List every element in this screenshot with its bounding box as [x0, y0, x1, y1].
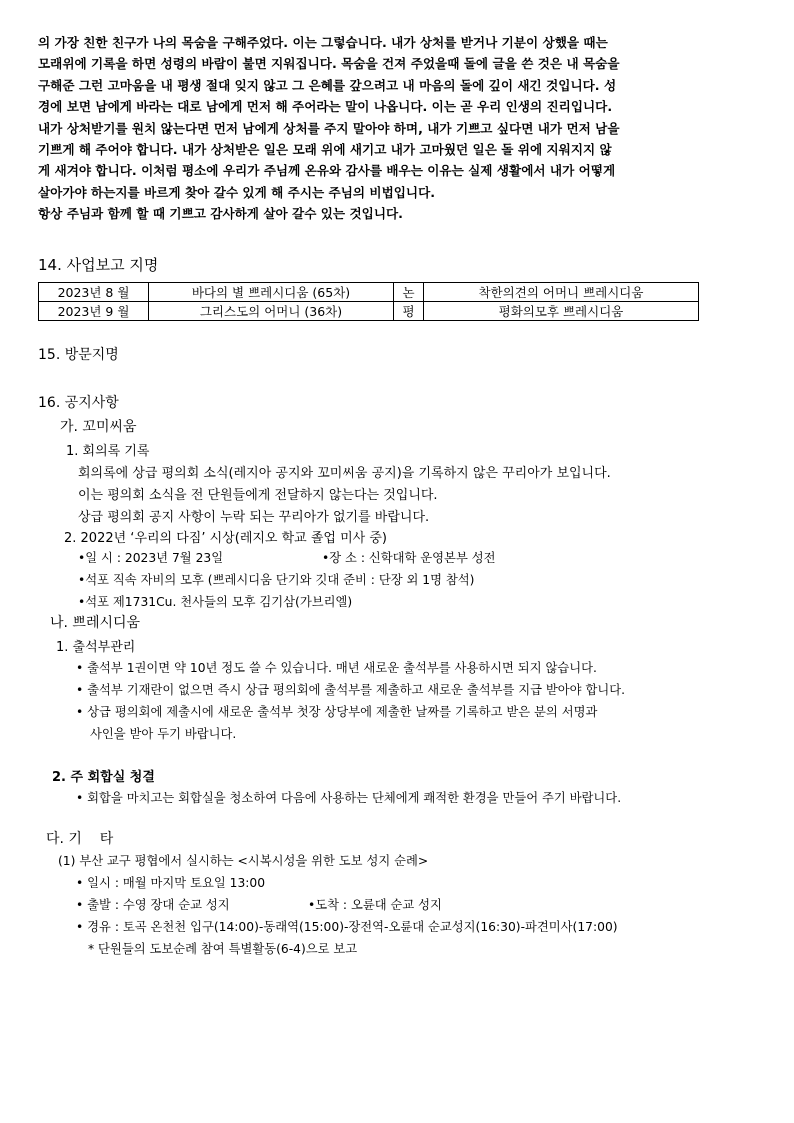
table-row: [39, 283, 699, 302]
report-target: 착한의견의 어머니 쁘레시디움: [424, 283, 699, 302]
intro-line: 내가 상처받기를 원치 않는다면 먼저 남에게 상처를 주지 말아야 하며, 내가 기쁘고 싶다면 내가 먼저 남을: [38, 120, 620, 136]
note-text: * 단원들의 도보순례 참여 특별활동(6-4)으로 보고: [88, 942, 358, 956]
bullet-item: • 출석부 1권이면 약 10년 정도 쓸 수 있습니다. 매년 새로운 출석부를 사용하시면 되지 않습니다.: [76, 661, 597, 675]
report-presidium: 바다의 별 쁘레시디움 (65차): [149, 283, 394, 302]
intro-line: 게 새겨야 합니다. 이처럼 평소에 우리가 주님께 온유와 감사를 배우는 이유는 실제 생활에서 내가 어떻게: [38, 163, 616, 179]
bullet-item: • 회합을 마치고는 회합실을 청소하여 다음에 사용하는 단체에게 쾌적한 환경을 만들어 주기 바랍니다.: [76, 791, 622, 805]
item-text: 이는 평의회 소식을 전 단원들에게 전달하지 않는다는 것입니다.: [78, 488, 438, 503]
intro-line: 모래위에 기록을 하면 성령의 바람이 불면 지워집니다. 목숨을 건져 주었을때 돌에 글을 쓴 것은 내 목숨을: [38, 56, 620, 72]
item-title: 2. 주 회합실 청결: [52, 770, 155, 785]
item-text: •석포 직속 자비의 모후 (쁘레시디움 단기와 깃대 준비 : 단장 외 1명 참석): [78, 573, 475, 587]
intro-line: 기쁘게 해 주어야 합니다. 내가 상처받은 일은 모래 위에 새기고 내가 고마웠던 일은 돌 위에 지워지지 않: [38, 142, 612, 158]
report-presidium: 그리스도의 어머니 (36차): [149, 302, 394, 321]
report-date: 2023년 8 월: [39, 283, 149, 302]
business-report-table: [38, 282, 699, 321]
section-14-title: 14. 사업보고 지명: [38, 256, 159, 274]
bullet-item: • 출발 : 수영 장대 순교 성지: [76, 898, 230, 912]
item-title: 1. 회의록 기록: [66, 444, 150, 459]
section-15-title: 15. 방문지명: [38, 347, 119, 363]
intro-line: 살아가야 하는지를 바르게 찾아 갈수 있게 해 주시는 주님의 비법입니다.: [38, 184, 436, 200]
intro-line: 의 가장 친한 친구가 나의 목숨을 구해주었다. 이는 그렇습니다. 내가 상처를 받거나 기분이 상했을 때는: [38, 35, 608, 50]
item-title: 2. 2022년 ‘우리의 다짐’ 시상(레지오 학교 졸업 미사 중): [64, 531, 387, 546]
item-title: 1. 출석부관리: [56, 640, 136, 655]
item-text: •장 소 : 신학대학 운영본부 성전: [322, 551, 496, 565]
subsection-ga-title: 가. 꼬미씨움: [60, 419, 137, 435]
report-target: 평화의모후 쁘레시디움: [424, 302, 699, 321]
merged-label: 논: [394, 283, 424, 302]
section-16-title: 16. 공지사항: [38, 395, 119, 411]
item-text: 회의록에 상급 평의회 소식(레지아 공지와 꼬미씨움 공지)을 기록하지 않은 꾸리아가 보입니다.: [78, 466, 611, 481]
bullet-item: •도착 : 오륜대 순교 성지: [308, 898, 442, 912]
intro-line: 항상 주님과 함께 할 때 기쁘고 감사하게 살아 갈수 있는 것입니다.: [38, 206, 403, 222]
subsection-na-title: 나. 쁘레시디움: [50, 615, 141, 631]
item-text: •일 시 : 2023년 7월 23일: [78, 551, 224, 565]
bullet-item: • 출석부 기재란이 없으면 즉시 상급 평의회에 출석부를 제출하고 새로운 출석부를 지급 받아야 합니다.: [76, 683, 626, 697]
bullet-item: • 상급 평의회에 제출시에 새로운 출석부 첫장 상당부에 제출한 날짜를 기록하고 받은 분의 서명과: [76, 705, 598, 719]
intro-paragraph: [38, 32, 706, 225]
table-row: [39, 302, 699, 321]
report-date: 2023년 9 월: [39, 302, 149, 321]
bullet-item: 사인을 받아 두기 바랍니다.: [90, 727, 237, 741]
intro-line: 경에 보면 남에게 바라는 대로 남에게 먼저 해 주어라는 말이 나옵니다. 이는 곧 우리 인생의 진리입니다.: [38, 99, 613, 115]
intro-line: 구해준 그런 고마움을 내 평생 절대 잊지 않고 그 은혜를 갚으려고 내 마음의 돌에 깊이 새긴 것입니다. 성: [38, 77, 617, 93]
item-text: (1) 부산 교구 평협에서 실시하는 <시복시성을 위한 도보 성지 순례>: [58, 854, 429, 868]
bullet-item: • 경유 : 토곡 온천천 입구(14:00)-동래역(15:00)-장전역-오륜대 순교성지(16:30)-파견미사(17:00): [76, 920, 618, 934]
item-text: •석포 제1731Cu. 천사들의 모후 김기삼(가브리엘): [78, 595, 353, 609]
subsection-da-title: 다. 기 타: [46, 831, 114, 847]
bullet-item: • 일시 : 매월 마지막 토요일 13:00: [76, 876, 266, 890]
merged-label: 평: [394, 302, 424, 321]
item-text: 상급 평의회 공지 사항이 누락 되는 꾸리아가 없기를 바랍니다.: [78, 510, 430, 525]
